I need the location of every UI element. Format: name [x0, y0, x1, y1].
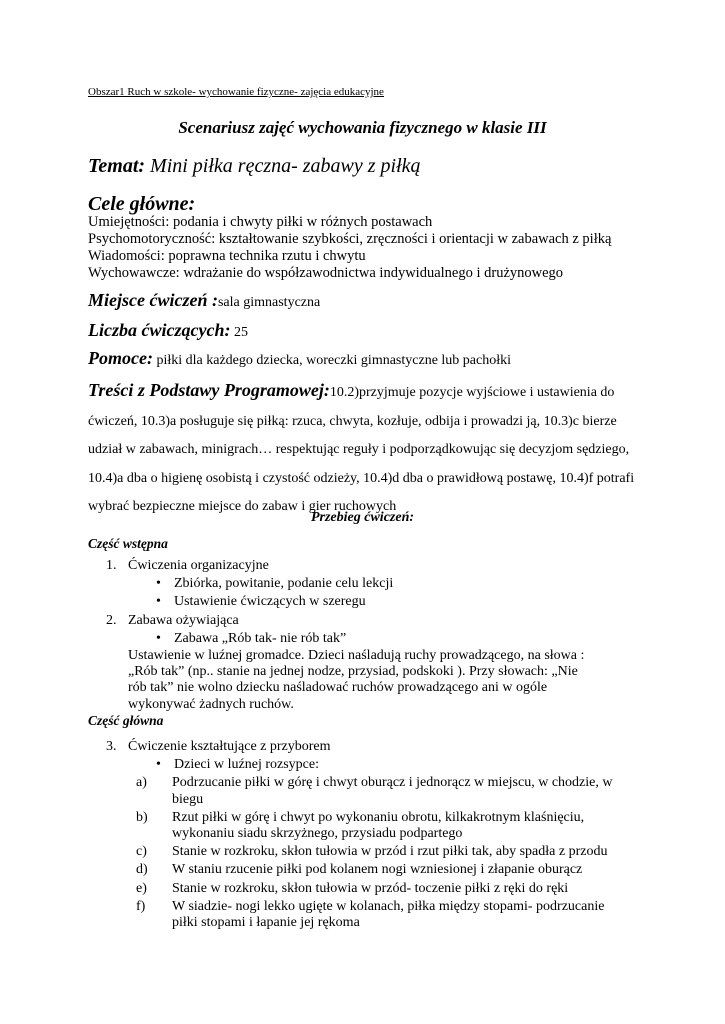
list-item — [88, 613, 648, 629]
item-text: biegu — [172, 791, 204, 807]
bullet-icon: • — [156, 630, 161, 646]
topic-label: Temat: — [88, 155, 146, 177]
place-value: sala gimnastyczna — [217, 295, 321, 310]
description-line: rób tak” nie wolno dziecku naśladować ruchów prowadzącego ani w ogóle — [128, 680, 548, 696]
item-text: W staniu rzucenie piłki pod kolanem nogi wzniesionej i złapanie oburącz — [172, 862, 583, 878]
place-label: Miejsce ćwiczeń : — [88, 290, 218, 310]
item-text: piłki stopami i łapanie jej rękoma — [172, 915, 360, 931]
item-text: Rzut piłki w górę i chwyt po wykonaniu obrotu, kilkakrotnym klaśnięciu, — [172, 809, 585, 825]
item-text: Stanie w rozkroku, skłon tułowia w przód i rzut piłki tak, aby spadła z przodu — [172, 844, 608, 860]
item-number: 1. — [106, 558, 117, 573]
intro-heading: Część wstępna — [88, 536, 168, 551]
aids-line — [88, 348, 511, 369]
bullet-icon: • — [156, 576, 161, 592]
count-line — [88, 320, 248, 341]
item-text: Zabawa „Rób tak- nie rób tak” — [174, 630, 347, 646]
topic-value: Mini piłka ręczna- zabawy z piłką — [145, 155, 421, 177]
aids-value: piłki dla każdego dziecka, woreczki gimnastyczne lub pachołki — [152, 353, 512, 368]
goal-item: Psychomotoryczność: kształtowanie szybkości, zręczności i orientacji w zabawach z piłką — [88, 231, 612, 247]
item-letter: e) — [136, 880, 147, 896]
item-text: Zabawa ożywiająca — [128, 612, 239, 628]
list-item — [88, 558, 648, 574]
goal-item: Wychowawcze: wdrażanie do współzawodnictwa indywidualnego i drużynowego — [88, 265, 564, 281]
goal-item: Umiejętności: podania i chwyty piłki w różnych postawach — [88, 214, 433, 230]
curriculum-label: Treści z Podstawy Programowej: — [88, 380, 330, 400]
item-number: 3. — [106, 739, 117, 754]
list-item — [88, 576, 648, 592]
bullet-icon: • — [156, 594, 161, 610]
lettered-item — [88, 899, 648, 931]
lettered-item — [88, 810, 648, 842]
list-item — [88, 631, 648, 647]
lettered-item — [88, 775, 648, 807]
list-item — [88, 594, 648, 610]
count-value: 25 — [230, 325, 248, 340]
document-title: Scenariusz zajęć wychowania fizycznego w klasie III — [178, 118, 547, 137]
item-letter: a) — [136, 775, 147, 791]
item-letter: c) — [136, 844, 147, 860]
item-text: Ćwiczenia organizacyjne — [128, 558, 269, 573]
item-text: wykonaniu siadu skrzyżnego, przysiadu podpartego — [172, 826, 463, 842]
item-letter: d) — [136, 862, 148, 878]
item-text: Dzieci w luźnej rozsypce: — [174, 757, 319, 773]
main-heading: Część główna — [88, 713, 164, 728]
progress-heading: Przebieg ćwiczeń: — [310, 510, 415, 525]
goals-list — [88, 214, 611, 282]
list-item — [88, 739, 648, 755]
item-text: Ustawienie ćwiczących w szeregu — [174, 594, 366, 610]
lettered-item — [88, 881, 648, 897]
curriculum-value: 10.2)przyjmuje pozycje wyjściowe i ustawienia do ćwiczeń, 10.3)a posługuje się piłką: rzuca, chwyta, kozłuje, odbija i prowadzi ją, 10.3)c bierze udział w zabawach, minigrach… respektując reguły i podporządkowując się decyzjom sędziego, 10.4)a dba o higienę osobistą i czystość odzieży, 10.4)d dba o prawidłową postawę, 10.4)f potrafi wybrać bezpieczne miejsce do zabaw i gier ruchowych — [88, 385, 635, 514]
lettered-item — [88, 844, 648, 860]
bullet-icon: • — [156, 757, 161, 773]
item-number: 2. — [106, 612, 117, 628]
main-list — [88, 739, 648, 931]
aids-label: Pomoce: — [88, 348, 153, 368]
area-header: Obszar1 Ruch w szkole- wychowanie fizyczne- zajęcia edukacyjne — [88, 86, 384, 98]
item-text: Zbiórka, powitanie, podanie celu lekcji — [174, 576, 394, 592]
count-label: Liczba ćwiczących: — [88, 320, 231, 340]
goal-item: Wiadomości: poprawna technika rzutu i chwytu — [88, 248, 366, 264]
description-block — [88, 648, 648, 713]
item-text: Ćwiczenie kształtujące z przyborem — [128, 739, 331, 754]
list-item — [88, 757, 648, 773]
intro-list — [88, 558, 648, 713]
description-line: Ustawienie w luźnej gromadce. Dzieci naśladują ruchy prowadzącego, na słowa : — [128, 648, 585, 664]
item-letter: b) — [136, 809, 148, 825]
curriculum-paragraph — [88, 376, 648, 522]
item-text: Stanie w rozkroku, skłon tułowia w przód- toczenie piłki z ręki do ręki — [172, 880, 569, 896]
description-line: „Rób tak” (np.. stanie na jednej nodze, przysiad, podskoki ). Przy słowach: „Nie — [128, 664, 578, 680]
description-line: wykonywać żadnych ruchów. — [128, 696, 294, 712]
item-text: Podrzucanie piłki w górę i chwyt oburącz i jednorącz w miejscu, w chodzie, w — [172, 775, 613, 791]
lettered-item — [88, 862, 648, 878]
item-text: W siadzie- nogi lekko ugięte w kolanach, piłka między stopami- podrzucanie — [172, 898, 605, 914]
topic-line — [88, 155, 421, 178]
place-line — [88, 290, 320, 311]
item-letter: f) — [136, 898, 146, 914]
goals-heading: Cele główne: — [88, 193, 196, 215]
